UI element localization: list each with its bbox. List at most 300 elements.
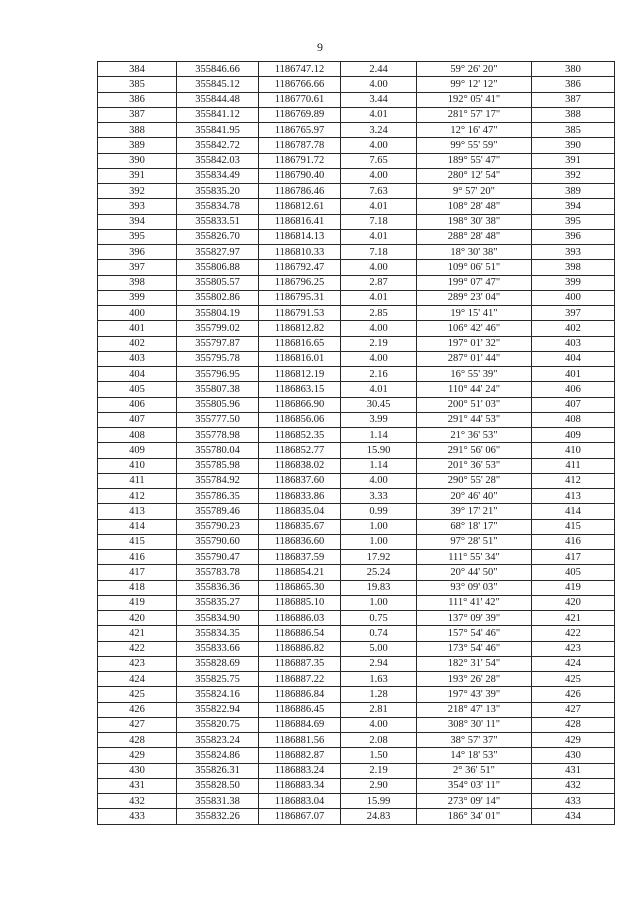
table-row [98,229,615,244]
x-coordinate-cell: 355805.96 [177,397,259,412]
distance-cell: 4.00 [341,168,417,183]
y-coordinate-cell: 1186835.04 [259,504,341,519]
next-point-cell: 400 [532,290,615,305]
point-number-cell: 432 [98,794,177,809]
point-number-cell: 410 [98,458,177,473]
bearing-cell: 108° 28' 48" [417,199,532,214]
y-coordinate-cell: 1186747.12 [259,62,341,77]
y-coordinate-cell: 1186886.82 [259,641,341,656]
table-row [98,733,615,748]
y-coordinate-cell: 1186816.41 [259,214,341,229]
x-coordinate-cell: 355807.38 [177,382,259,397]
x-coordinate-cell: 355828.50 [177,778,259,793]
next-point-cell: 422 [532,626,615,641]
y-coordinate-cell: 1186796.25 [259,275,341,290]
next-point-cell: 429 [532,733,615,748]
next-point-cell: 414 [532,504,615,519]
table-row [98,656,615,671]
bearing-cell: 93° 09' 03" [417,580,532,595]
next-point-cell: 403 [532,336,615,351]
y-coordinate-cell: 1186812.82 [259,321,341,336]
y-coordinate-cell: 1186866.90 [259,397,341,412]
bearing-cell: 16° 55' 39" [417,367,532,382]
next-point-cell: 431 [532,763,615,778]
x-coordinate-cell: 355823.24 [177,733,259,748]
table-row [98,565,615,580]
x-coordinate-cell: 355805.57 [177,275,259,290]
coordinates-table [97,61,615,825]
table-row [98,107,615,122]
bearing-cell: 201° 36' 53" [417,458,532,473]
distance-cell: 4.00 [341,717,417,732]
x-coordinate-cell: 355790.60 [177,534,259,549]
distance-cell: 24.83 [341,809,417,824]
y-coordinate-cell: 1186769.89 [259,107,341,122]
point-number-cell: 417 [98,565,177,580]
y-coordinate-cell: 1186854.21 [259,565,341,580]
point-number-cell: 414 [98,519,177,534]
table-row [98,306,615,321]
bearing-cell: 12° 16' 47" [417,123,532,138]
table-row [98,595,615,610]
x-coordinate-cell: 355834.49 [177,168,259,183]
table-row [98,214,615,229]
x-coordinate-cell: 355841.95 [177,123,259,138]
next-point-cell: 426 [532,687,615,702]
y-coordinate-cell: 1186852.77 [259,443,341,458]
distance-cell: 4.00 [341,473,417,488]
point-number-cell: 408 [98,428,177,443]
distance-cell: 4.00 [341,138,417,153]
bearing-cell: 291° 44' 53" [417,412,532,427]
distance-cell: 4.01 [341,199,417,214]
y-coordinate-cell: 1186882.87 [259,748,341,763]
bearing-cell: 198° 30' 38" [417,214,532,229]
table-row [98,290,615,305]
y-coordinate-cell: 1186883.34 [259,778,341,793]
x-coordinate-cell: 355834.78 [177,199,259,214]
next-point-cell: 434 [532,809,615,824]
distance-cell: 1.28 [341,687,417,702]
table-row [98,382,615,397]
distance-cell: 1.50 [341,748,417,763]
next-point-cell: 427 [532,702,615,717]
next-point-cell: 390 [532,138,615,153]
distance-cell: 7.65 [341,153,417,168]
next-point-cell: 430 [532,748,615,763]
point-number-cell: 399 [98,290,177,305]
next-point-cell: 385 [532,123,615,138]
point-number-cell: 411 [98,473,177,488]
point-number-cell: 420 [98,611,177,626]
next-point-cell: 386 [532,77,615,92]
bearing-cell: 290° 55' 28" [417,473,532,488]
distance-cell: 15.99 [341,794,417,809]
bearing-cell: 110° 44' 24" [417,382,532,397]
point-number-cell: 430 [98,763,177,778]
point-number-cell: 384 [98,62,177,77]
bearing-cell: 2° 36' 51" [417,763,532,778]
distance-cell: 3.24 [341,123,417,138]
table-row [98,412,615,427]
next-point-cell: 432 [532,778,615,793]
next-point-cell: 407 [532,397,615,412]
next-point-cell: 394 [532,199,615,214]
bearing-cell: 111° 55' 34" [417,550,532,565]
distance-cell: 3.44 [341,92,417,107]
distance-cell: 4.01 [341,229,417,244]
point-number-cell: 433 [98,809,177,824]
bearing-cell: 109° 06' 51" [417,260,532,275]
y-coordinate-cell: 1186852.35 [259,428,341,443]
point-number-cell: 395 [98,229,177,244]
next-point-cell: 408 [532,412,615,427]
point-number-cell: 427 [98,717,177,732]
next-point-cell: 404 [532,351,615,366]
y-coordinate-cell: 1186814.13 [259,229,341,244]
point-number-cell: 402 [98,336,177,351]
table-row [98,519,615,534]
distance-cell: 17.92 [341,550,417,565]
y-coordinate-cell: 1186881.56 [259,733,341,748]
distance-cell: 2.90 [341,778,417,793]
distance-cell: 1.14 [341,458,417,473]
y-coordinate-cell: 1186867.07 [259,809,341,824]
bearing-cell: 280° 12' 54" [417,168,532,183]
point-number-cell: 403 [98,351,177,366]
bearing-cell: 199° 07' 47" [417,275,532,290]
x-coordinate-cell: 355826.31 [177,763,259,778]
table-row [98,245,615,260]
bearing-cell: 273° 09' 14" [417,794,532,809]
point-number-cell: 397 [98,260,177,275]
bearing-cell: 59° 26' 20" [417,62,532,77]
next-point-cell: 389 [532,184,615,199]
x-coordinate-cell: 355777.50 [177,412,259,427]
distance-cell: 1.00 [341,534,417,549]
table-row [98,184,615,199]
y-coordinate-cell: 1186883.04 [259,794,341,809]
table-row [98,351,615,366]
x-coordinate-cell: 355841.12 [177,107,259,122]
x-coordinate-cell: 355806.88 [177,260,259,275]
x-coordinate-cell: 355822.94 [177,702,259,717]
distance-cell: 0.99 [341,504,417,519]
x-coordinate-cell: 355842.03 [177,153,259,168]
table-row [98,489,615,504]
next-point-cell: 419 [532,580,615,595]
y-coordinate-cell: 1186837.60 [259,473,341,488]
table-row [98,199,615,214]
bearing-cell: 354° 03' 11" [417,778,532,793]
bearing-cell: 287° 01' 44" [417,351,532,366]
y-coordinate-cell: 1186837.59 [259,550,341,565]
table-row [98,92,615,107]
bearing-cell: 137° 09' 39" [417,611,532,626]
next-point-cell: 428 [532,717,615,732]
bearing-cell: 182° 31' 54" [417,656,532,671]
x-coordinate-cell: 355835.27 [177,595,259,610]
x-coordinate-cell: 355834.90 [177,611,259,626]
x-coordinate-cell: 355804.19 [177,306,259,321]
point-number-cell: 418 [98,580,177,595]
y-coordinate-cell: 1186883.24 [259,763,341,778]
point-number-cell: 428 [98,733,177,748]
x-coordinate-cell: 355789.46 [177,504,259,519]
point-number-cell: 394 [98,214,177,229]
y-coordinate-cell: 1186786.46 [259,184,341,199]
table-row [98,763,615,778]
x-coordinate-cell: 355790.23 [177,519,259,534]
next-point-cell: 411 [532,458,615,473]
x-coordinate-cell: 355824.16 [177,687,259,702]
x-coordinate-cell: 355827.97 [177,245,259,260]
distance-cell: 4.00 [341,321,417,336]
bearing-cell: 186° 34' 01" [417,809,532,824]
point-number-cell: 431 [98,778,177,793]
table-row [98,443,615,458]
table-row [98,626,615,641]
next-point-cell: 387 [532,92,615,107]
page-number: 9 [317,40,323,54]
next-point-cell: 420 [532,595,615,610]
bearing-cell: 21° 36' 53" [417,428,532,443]
table-row [98,77,615,92]
distance-cell: 4.00 [341,351,417,366]
bearing-cell: 289° 23' 04" [417,290,532,305]
bearing-cell: 200° 51' 03" [417,397,532,412]
distance-cell: 3.33 [341,489,417,504]
table-row [98,534,615,549]
point-number-cell: 398 [98,275,177,290]
distance-cell: 2.94 [341,656,417,671]
x-coordinate-cell: 355842.72 [177,138,259,153]
point-number-cell: 396 [98,245,177,260]
table-row [98,672,615,687]
point-number-cell: 388 [98,123,177,138]
y-coordinate-cell: 1186816.01 [259,351,341,366]
distance-cell: 4.01 [341,107,417,122]
table-row [98,62,615,77]
point-number-cell: 415 [98,534,177,549]
y-coordinate-cell: 1186791.72 [259,153,341,168]
point-number-cell: 426 [98,702,177,717]
bearing-cell: 197° 43' 39" [417,687,532,702]
point-number-cell: 392 [98,184,177,199]
x-coordinate-cell: 355802.86 [177,290,259,305]
distance-cell: 1.63 [341,672,417,687]
bearing-cell: 9° 57' 20" [417,184,532,199]
next-point-cell: 425 [532,672,615,687]
table-row [98,321,615,336]
point-number-cell: 407 [98,412,177,427]
table-row [98,809,615,824]
next-point-cell: 380 [532,62,615,77]
y-coordinate-cell: 1186766.66 [259,77,341,92]
distance-cell: 1.00 [341,595,417,610]
x-coordinate-cell: 355797.87 [177,336,259,351]
x-coordinate-cell: 355846.66 [177,62,259,77]
bearing-cell: 97° 28' 51" [417,534,532,549]
next-point-cell: 433 [532,794,615,809]
x-coordinate-cell: 355790.47 [177,550,259,565]
y-coordinate-cell: 1186812.61 [259,199,341,214]
x-coordinate-cell: 355824.86 [177,748,259,763]
x-coordinate-cell: 355778.98 [177,428,259,443]
distance-cell: 1.14 [341,428,417,443]
bearing-cell: 19° 15' 41" [417,306,532,321]
table-row [98,168,615,183]
table-row [98,641,615,656]
y-coordinate-cell: 1186885.10 [259,595,341,610]
x-coordinate-cell: 355836.36 [177,580,259,595]
table-row [98,123,615,138]
x-coordinate-cell: 355844.48 [177,92,259,107]
distance-cell: 3.99 [341,412,417,427]
distance-cell: 2.08 [341,733,417,748]
point-number-cell: 421 [98,626,177,641]
y-coordinate-cell: 1186863.15 [259,382,341,397]
x-coordinate-cell: 355826.70 [177,229,259,244]
distance-cell: 7.63 [341,184,417,199]
x-coordinate-cell: 355780.04 [177,443,259,458]
distance-cell: 25.24 [341,565,417,580]
point-number-cell: 391 [98,168,177,183]
point-number-cell: 429 [98,748,177,763]
table-row [98,153,615,168]
next-point-cell: 417 [532,550,615,565]
y-coordinate-cell: 1186838.02 [259,458,341,473]
bearing-cell: 189° 55' 47" [417,153,532,168]
table-row [98,611,615,626]
next-point-cell: 410 [532,443,615,458]
y-coordinate-cell: 1186816.65 [259,336,341,351]
bearing-cell: 218° 47' 13" [417,702,532,717]
y-coordinate-cell: 1186795.31 [259,290,341,305]
y-coordinate-cell: 1186865.30 [259,580,341,595]
distance-cell: 4.01 [341,290,417,305]
bearing-cell: 20° 44' 50" [417,565,532,580]
x-coordinate-cell: 355796.95 [177,367,259,382]
point-number-cell: 405 [98,382,177,397]
x-coordinate-cell: 355825.75 [177,672,259,687]
next-point-cell: 398 [532,260,615,275]
bearing-cell: 18° 30' 38" [417,245,532,260]
bearing-cell: 39° 17' 21" [417,504,532,519]
table-row [98,260,615,275]
point-number-cell: 424 [98,672,177,687]
point-number-cell: 401 [98,321,177,336]
x-coordinate-cell: 355833.66 [177,641,259,656]
distance-cell: 7.18 [341,214,417,229]
next-point-cell: 399 [532,275,615,290]
y-coordinate-cell: 1186765.97 [259,123,341,138]
coordinates-table-body [98,62,615,825]
x-coordinate-cell: 355831.38 [177,794,259,809]
x-coordinate-cell: 355832.26 [177,809,259,824]
next-point-cell: 413 [532,489,615,504]
table-row [98,550,615,565]
table-row [98,138,615,153]
distance-cell: 15.90 [341,443,417,458]
table-row [98,367,615,382]
next-point-cell: 393 [532,245,615,260]
point-number-cell: 419 [98,595,177,610]
next-point-cell: 402 [532,321,615,336]
table-row [98,428,615,443]
x-coordinate-cell: 355828.69 [177,656,259,671]
distance-cell: 4.00 [341,77,417,92]
table-row [98,397,615,412]
bearing-cell: 193° 26' 28" [417,672,532,687]
next-point-cell: 396 [532,229,615,244]
table-row [98,473,615,488]
y-coordinate-cell: 1186887.22 [259,672,341,687]
next-point-cell: 405 [532,565,615,580]
x-coordinate-cell: 355834.35 [177,626,259,641]
point-number-cell: 400 [98,306,177,321]
distance-cell: 0.75 [341,611,417,626]
distance-cell: 0.74 [341,626,417,641]
distance-cell: 2.85 [341,306,417,321]
table-row [98,504,615,519]
bearing-cell: 20° 46' 40" [417,489,532,504]
point-number-cell: 409 [98,443,177,458]
next-point-cell: 409 [532,428,615,443]
table-row [98,580,615,595]
bearing-cell: 68° 18' 17" [417,519,532,534]
next-point-cell: 415 [532,519,615,534]
x-coordinate-cell: 355795.78 [177,351,259,366]
distance-cell: 30.45 [341,397,417,412]
bearing-cell: 291° 56' 06" [417,443,532,458]
bearing-cell: 111° 41' 42" [417,595,532,610]
point-number-cell: 393 [98,199,177,214]
x-coordinate-cell: 355783.78 [177,565,259,580]
y-coordinate-cell: 1186770.61 [259,92,341,107]
distance-cell: 4.00 [341,260,417,275]
distance-cell: 2.44 [341,62,417,77]
table-row [98,794,615,809]
table-row [98,702,615,717]
next-point-cell: 391 [532,153,615,168]
bearing-cell: 173° 54' 46" [417,641,532,656]
distance-cell: 1.00 [341,519,417,534]
y-coordinate-cell: 1186886.54 [259,626,341,641]
next-point-cell: 421 [532,611,615,626]
table-row [98,275,615,290]
point-number-cell: 389 [98,138,177,153]
point-number-cell: 386 [98,92,177,107]
next-point-cell: 424 [532,656,615,671]
next-point-cell: 397 [532,306,615,321]
distance-cell: 2.19 [341,763,417,778]
point-number-cell: 406 [98,397,177,412]
x-coordinate-cell: 355835.20 [177,184,259,199]
point-number-cell: 387 [98,107,177,122]
next-point-cell: 395 [532,214,615,229]
distance-cell: 2.81 [341,702,417,717]
table-row [98,778,615,793]
point-number-cell: 404 [98,367,177,382]
point-number-cell: 413 [98,504,177,519]
y-coordinate-cell: 1186856.06 [259,412,341,427]
next-point-cell: 401 [532,367,615,382]
distance-cell: 2.16 [341,367,417,382]
y-coordinate-cell: 1186886.03 [259,611,341,626]
y-coordinate-cell: 1186886.45 [259,702,341,717]
next-point-cell: 416 [532,534,615,549]
